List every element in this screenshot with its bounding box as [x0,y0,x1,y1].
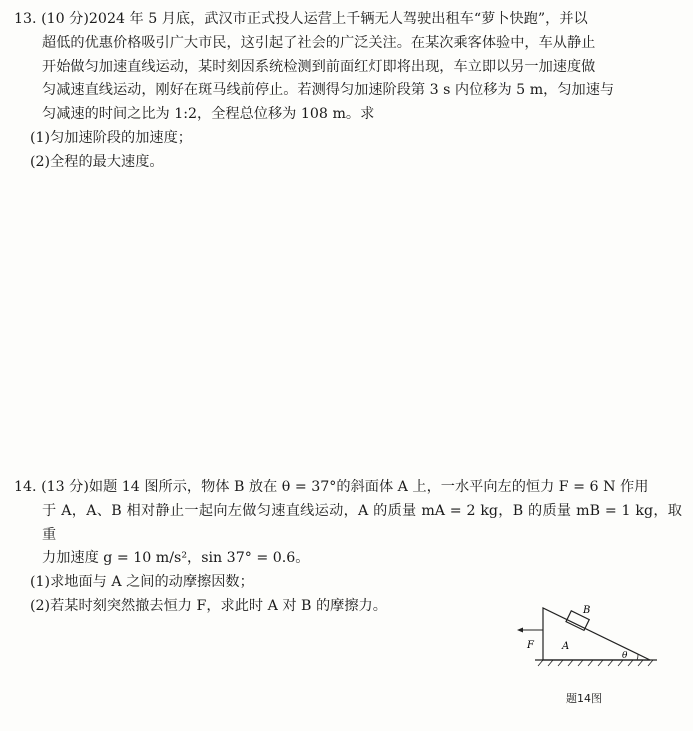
q13-subquestion-1: (1)匀加速阶段的加速度； [30,129,192,146]
q14-subquestion-2: (2)若某时刻突然撤去恒力 F，求此时 A 对 B 的摩擦力。 [30,597,387,614]
wedge-a [543,608,650,660]
q14-line-3: 力加速度 g = 10 m/s²，sin 37° = 0.6。 [42,550,310,567]
q13-line-5: 匀减速的时间之比为 1:2，全程总位移为 108 m。求 [42,106,375,123]
angle-theta-arc [637,655,638,661]
q13-subquestion-2: (2)全程的最大速度。 [30,153,164,170]
q13-line-1: 13. (10 分)2024 年 5 月底，武汉市正式投人运营上千辆无人驾驶出租车“萝卜快跑”，并以 [14,11,588,27]
q13-line-4: 匀减速直线运动，刚好在斑马线前停止。若测得匀加速阶段第 3 s 内位移为 5 m，匀加速与 [42,82,615,99]
question-14 [14,476,682,619]
arrow-head-icon [517,628,523,633]
ground-hatching [535,660,657,666]
q14-line-1: 14. (13 分)如题 14 图所示，物体 B 放在 θ = 37°的斜面体 A 上，一水平向左的恒力 F = 6 N 作用 [14,479,649,495]
q14-line-2: 于 A，A、B 相对静止一起向左做匀速直线运动，A 的质量 mA = 2 kg，B 的质量 mB = 1 kg，取重 [42,502,682,543]
label-theta: θ [622,651,628,661]
figure-14-incline-diagram [505,600,665,685]
q13-line-3: 开始做匀加速直线运动，某时刻因系统检测到前面红灯即将出现，车立即以另一加速度做 [42,58,596,75]
label-b: B [583,605,591,616]
figure-caption: 题14图 [566,692,602,705]
q13-line-2: 超低的优惠价格吸引广大市民，这引起了社会的广泛关注。在某次乘客体验中，车从静止 [42,34,596,51]
question-13 [14,8,682,175]
q14-subquestion-1: (1)求地面与 A 之间的动摩擦因数； [30,574,254,591]
label-f: F [527,640,534,651]
label-a: A [562,641,570,652]
